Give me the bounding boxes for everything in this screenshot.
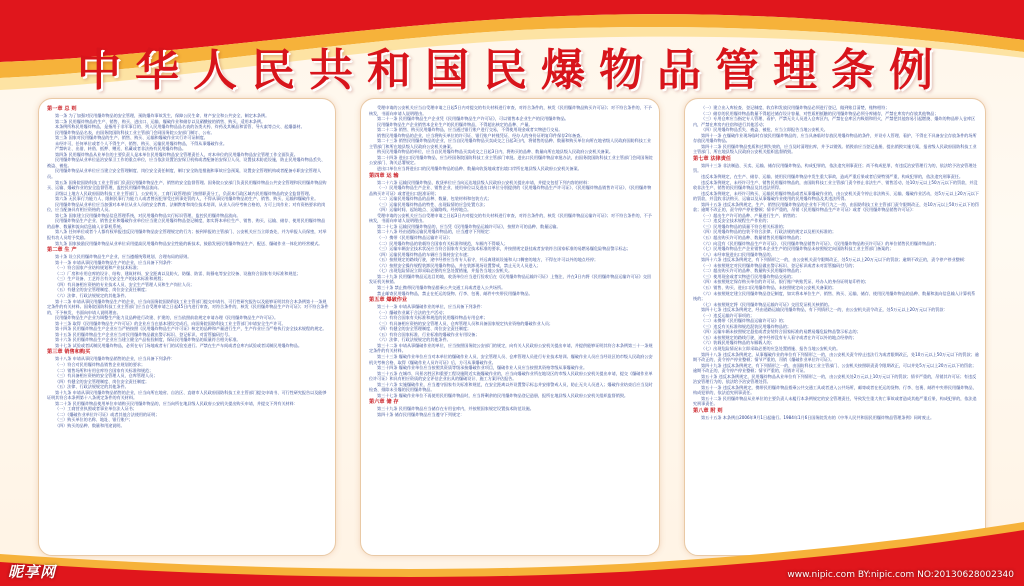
article-paragraph: 民用爆炸物品品名表，由国务院国防科技工业主管部门会同国务院公安部门制订、公布。 [55, 129, 215, 135]
article-paragraph: （一）超出生产许可的品种、产量进行生产、销售的； [701, 212, 800, 218]
article-paragraph: 第二十二条 销售、购买民用爆炸物品，应当通过银行账户进行交易，不得使用现金或者实物进行交易。 [377, 127, 563, 133]
article-paragraph: （四）民用爆炸物品的包装不符合法律、行政法规的规定以及相关标准的； [701, 229, 837, 235]
article-paragraph: （四）运输时间、起始地点、运输路线、经停地点。 [377, 207, 472, 213]
article-paragraph: （二）销售场所和专用仓库符合国家有关标准和规范； [55, 367, 154, 373]
article-paragraph: （四）运输车辆未按照规定悬挂或者安装符合国家标准的易燃易爆危险物品警示标志的； [701, 329, 861, 335]
article-paragraph: （六）未按照规定建立民用爆炸物品登记制度，如实将本单位生产、销售、购买、运输、储存、使用民用爆炸物品的品种、数量和流向信息输入计算机系统的； [693, 290, 976, 302]
chapter-heading: 第五章 爆破作业 [369, 297, 408, 304]
article-paragraph: 进出口单位应当将进出口的民用爆炸物品的品种、数量向收货地或者出境口岸所在地县级人民政府公安机关备案。 [377, 166, 582, 172]
chapter-heading: 第七章 法律责任 [693, 155, 732, 162]
article-paragraph: 第四条 民用爆炸物品从业单位的主要负责人是本单位民用爆炸物品安全管理责任人，对本单位的民用爆炸物品安全管理工作全面负责。 [55, 151, 298, 157]
article-paragraph: （六）法律、行政法规规定的其他条件。 [55, 292, 129, 298]
article-paragraph: （一）民用爆炸物品生产企业、销售企业、使用单位以及进出口单位分别提供的《民用爆炸物品生产许可证》、《民用爆炸物品销售许可证》、《民用爆炸物品购买许可证》或者进出口批准证明； [369, 185, 652, 196]
article-paragraph: 第二十四条 进出口民用爆炸物品，应当经国务院国防科技工业主管部门审批。进出口民用爆炸物品审批办法，由国务院国防科技工业主管部门会同国务院公安部门、海关总署规定。 [369, 154, 653, 166]
article-paragraph: （二）储存的民用爆炸物品数量不得超过储存设计容量，对性质相抵触的民用爆炸物品必须分库储存，严禁在库房内存放其他物品； [701, 110, 939, 116]
article-paragraph: 民用爆炸物品从业单位应当加强对本单位从业人员的安全教育、法制教育和岗位技术培训，从业人员经考核合格的，方可上岗作业；对有资格要求的岗位，应当配备具有相应资格的人员。 [47, 201, 326, 213]
article-paragraph: 第三条 国家对民用爆炸物品的生产、销售、购买、运输和爆破作业实行许可证制度。 [55, 135, 208, 141]
article-paragraph: 未经许可，任何单位或者个人不得生产、销售、购买、运输民用爆炸物品，不得从事爆破作业。 [55, 140, 227, 146]
article-paragraph: （二）厂房和专用仓库的设计、结构、建筑材料、安全距离以及防火、防爆、防雷、防静电等安全设备、设施符合国家有关标准和规范； [55, 270, 301, 276]
article-paragraph: 第二十八条 经由道路运输民用爆炸物品的，应当遵守下列规定： [377, 229, 493, 235]
article-paragraph: 第四十三条 非法制造、买卖、运输、储存民用爆炸物品，构成犯罪的，依法追究刑事责任；尚不构成犯罪，有违反治安管理行为的，依法给予治安管理处罚。 [693, 162, 977, 174]
article-paragraph: 第十二条 申请从事民用爆炸物品生产的企业，应当向国务院国防科技工业主管部门提交申请书、可行性研究报告以及能够证明其符合本条例第十一条规定条件的有关材料。国务院国防科技工业主管部门应当自受理申请之日起45日内进行审查，对符合条件的，核发《民用爆炸物品生产许可证》；对不符合条件的，不予核发，书面向申请人说明理由。 [47, 298, 329, 315]
article-paragraph: （五）有健全的安全管理制度、岗位安全责任制度； [55, 287, 150, 293]
article-paragraph: 第二十三条 销售民用爆炸物品的企业，应当自民用爆炸物品买卖成交之日起3日内，将销售的品种、数量和购买单位向所在地省级人民政府国防科技工业主管部门和所在地县级人民政府公安机关备案。 [369, 138, 652, 149]
article-paragraph: 违反本条例规定，未经许可生产、销售民用爆炸物品的，由国防科技工业主管部门责令停止非法生产、销售活动，处10万元以上50万元以下的罚款，并没收非法生产、销售的民用爆炸物品及其违法所得。 [693, 179, 978, 191]
article-paragraph: 民用爆炸物品生产企业销售本企业生产的民用爆炸物品，不得超出核定的品种、产量。 [377, 121, 533, 127]
chapter-heading: 第四章 运 输 [369, 172, 399, 179]
article-paragraph: 第五十五条 本条例自2006年9月1日起施行。1984年1月6日国务院发布的《中华人民共和国民用爆炸物品管理条例》同时废止。 [701, 414, 935, 420]
article-paragraph: （二）违反安全技术规程生产作业的； [701, 218, 771, 224]
article-paragraph: （三）生产设备、工艺符合有关安全生产的技术标准和规程； [55, 276, 166, 282]
article-paragraph: 第三十五条 在城市、风景名胜区和重要工程设施附近实施爆破作业的，应当向爆破作业所在地设区的市级人民政府公安机关提出申请，提交《爆破作业单位许可证》和具有相应资质的安全评估企业出具的爆破设计、施工方案评估报告。 [369, 370, 653, 382]
article-paragraph: （七）未按照规定将《民用爆炸物品运输许可证》交回发证机关核销的。 [701, 301, 832, 307]
article-paragraph: （三）运输车辆安全技术状况应当符合国家有关安全技术标准的要求，并按照规定悬挂或者安装符合国家标准的易燃易爆危险物品警示标志； [377, 246, 631, 252]
article-paragraph: 第五十二条 民用爆炸物品从业单位的主要负责人未履行本条例规定的安全管理责任，导致发生重大伤亡事故或者造成其他严重后果，构成犯罪的，依法追究刑事责任。 [693, 395, 977, 407]
article-paragraph: 第二十条 民用爆炸物品使用单位申请购买民用爆炸物品的，应当向所在地县级人民政府公安机关提出购买申请，并提交下列有关材料： [55, 400, 298, 406]
article-paragraph: 第六条 无民事行为能力人、限制民事行为能力人或者曾因犯罪受过刑事处罚的人，不得从事民用爆炸物品的生产、销售、购买、运输和爆破作业。 [55, 196, 319, 202]
article-paragraph: （四）有健全的安全管理制度、岗位安全责任制度； [377, 326, 472, 332]
article-paragraph: （二）未携带《民用爆炸物品运输许可证》的； [701, 318, 787, 324]
article-paragraph: （一）符合国家产业结构规划和产业技术标准； [55, 265, 141, 271]
article-paragraph: 第三十六条 实施爆破作业，应当遵守国家有关标准和规范，在安全距离以外设置警示标志并安排警戒人员，防止无关人员进入；爆破作业结束后应当及时检查、排除未引爆的民用爆炸物品。 [369, 381, 653, 393]
article-paragraph: 第四十七条 违反本条例规定，经由道路运输民用爆炸物品，有下列情形之一的，由公安机关责令改正，处5万元以上20万元以下的罚款： [701, 307, 948, 313]
article-paragraph: 第五十一条 违反本条例规定，携带民用爆炸物品搭乘公共交通工具或者进入公共场所，邮寄或者在托运的货物、行李、包裹、邮件中夹带民用爆炸物品，构成犯罪的，依法追究刑事责任。 [693, 384, 977, 396]
article-paragraph: 第二条 民用爆炸物品的生产、销售、购买、进出口、运输、爆破作业和储存以及硝酸铵的销售、购买，适用本条例。 [55, 118, 266, 124]
article-paragraph: 民用爆炸物品从业单位是治安保卫工作的重点单位，应当依法设置治安保卫机构或者配备治安保卫人员，设置技术防范设施，防止民用爆炸物品丢失、被盗、被抢。 [47, 157, 326, 168]
article-paragraph: 受理申请的公安机关应当自受理申请之日起3日内对提交的有关材料进行审查，对符合条件的，核发《民用爆炸物品运输许可证》；对不符合条件的，不予核发，书面向申请人说明理由。 [369, 212, 652, 224]
watermark-text: 昵享网 [8, 563, 57, 581]
article-paragraph: 第三十七条 爆破作业单位不再使用民用爆炸物品时，应当将剩余的民用爆炸物品登记造册，报所在地县级人民政府公安机关组织监督销毁。 [377, 392, 629, 398]
chapter-heading: 第八章 附 则 [693, 407, 723, 414]
article-paragraph: （二）有符合国家有关标准和规范的民用爆炸物品专用仓库； [377, 315, 488, 321]
article-paragraph: （四）有具备相应资格的专业技术人员、安全生产管理人员和生产岗位人员； [55, 281, 195, 287]
article-paragraph: （一）符合对民用爆炸物品销售企业规划的要求； [55, 361, 146, 367]
article-paragraph: 严禁转让、出借、转借、抵押、赠送、私藏或者非法持有民用爆炸物品。 [55, 146, 186, 152]
article-paragraph: 民用爆炸物品从业单位应当建立安全管理制度、岗位安全责任制度，制订安全防范措施和事故应急预案，设置安全管理机构或者配备专职安全管理人员。 [47, 168, 322, 180]
article-paragraph: （二）民用爆炸物品的装载符合国家有关标准和规范，车厢内不得载人； [377, 240, 508, 246]
article-paragraph: （七）民用爆炸物品生产企业销售本企业生产的民用爆炸物品未按照规定向国防科技工业主管部门备案的； [701, 246, 894, 252]
article-paragraph: （七）出现危险情况未立即采取必要的应急处置措施、报告当地公安机关的。 [701, 345, 841, 351]
article-paragraph: （五）有符合国家标准、行业标准的爆破作业专用设备； [377, 331, 480, 337]
article-paragraph: 第三十条 禁止携带民用爆炸物品搭乘公共交通工具或者进入公共场所。 [377, 284, 506, 290]
article-paragraph: 第九条 国家鼓励民用爆炸物品从业单位采用提高民用爆炸物品安全性能的新技术，鼓励发展民用爆炸物品生产、配送、爆破作业一体化的经营模式。 [55, 240, 323, 246]
article-paragraph: 第三十三条 爆破作业单位应当对本单位的爆破作业人员、安全管理人员、仓库管理人员进行专业技术培训。爆破作业人员应当经设区的市级人民政府公安机关考核合格，取得《爆破作业人员许可证》后，方可从事爆破作业。 [369, 353, 653, 365]
article-paragraph: 本条例所称民用爆炸物品，是指用于非军事目的、列入民用爆炸物品品名表的各类火药、炸药及其制品和雷管、导火索等点火、起爆器材。 [55, 124, 305, 130]
article-paragraph: 第二十九条 民用爆炸物品运达目的地，收货单位应当进行验收后在《民用爆炸物品运输许可证》上签注，并在3日内将《民用爆炸物品运输许可证》交回发证机关核销。 [369, 273, 652, 285]
article-paragraph: 第四十条 储存民用爆炸物品应当遵守下列规定： [377, 411, 465, 417]
article-paragraph: （二）《爆破作业单位许可证》或者其他合法使用的证明； [55, 411, 160, 417]
article-paragraph: （五）超出购买许可的品种、数量销售民用爆炸物品的； [701, 235, 804, 241]
article-paragraph: （四）购买的品种、数量和用途说明。 [55, 422, 125, 428]
article-paragraph: （四）运输民用爆炸物品的车辆应当保持安全车速； [377, 251, 472, 257]
article-paragraph: 第四十九条 违反本条例规定，有下列情形之一的，由国防科技工业主管部门、公安机关按照职责责令限期改正，可以并处5万元以上20万元以下的罚款；逾期不改正的，责令停产停业整顿；情节严重的，吊销许可证。 [693, 362, 977, 374]
article-paragraph: （一）工商营业执照或者事业单位法人证书； [55, 406, 137, 412]
article-paragraph: 第十九条 申请从事民用爆炸物品销售的企业，应当向所在地省、自治区、直辖市人民政府国防科技工业主管部门提交申请书、可行性研究报告以及能够证明其符合本条例第十八条规定条件的有关材料。 [47, 389, 327, 401]
article-paragraph: 第十五条 民用爆炸物品生产企业应当对民用爆炸物品做出警示标识、登记标识，对雷管编码打号。 [55, 331, 233, 337]
article-paragraph: 第七条 国家建立民用爆炸物品信息管理系统，对民用爆炸物品实行标识管理，监控民用爆炸物品流向。 [55, 212, 241, 218]
article-paragraph: （三）有具备相应资格的安全管理人员、仓库管理人员； [55, 373, 158, 379]
article-paragraph: 第三十四条 爆破作业单位应当按照其资质等级承接爆破作业项目，爆破作业人员应当按照其资格等级从事爆破作业。 [377, 365, 588, 371]
article-paragraph: 第三十九条 民用爆炸物品应当储存在专用仓库内，并按照国家规定设置技术防范设施。 [377, 406, 534, 412]
article-paragraph: 第四十六条 违反本条例规定，有下列情形之一的，由公安机关责令限期改正，处5万元以上20万元以下的罚款；逾期不改正的，责令停产停业整顿： [701, 257, 969, 263]
article-paragraph: 第二十一条 民用爆炸物品生产企业凭《民用爆炸物品生产许可证》，可以销售本企业生产的民用爆炸物品。 [377, 116, 569, 122]
article-paragraph: 第三十二条 申请从事爆破作业的单位，应当按照国务院公安部门的规定，向有关人民政府公安机关提出申请，并提供能够证明其符合本条例第三十一条规定条件的有关材料。 [369, 342, 653, 354]
article-paragraph: 第四十五条 违反本条例规定，生产、销售民用爆炸物品的企业有下列行为之一的，由国防科技工业主管部门责令限期改正，处10万元以上50万元以下的罚款；逾期不改正的，责令停产停业整顿；情节严重的，吊销《民用爆炸物品生产许可证》或者《民用爆炸物品销售许可证》： [693, 201, 979, 213]
article-paragraph: 民用爆炸物品生产企业为调整生产能力及品种进行改建、扩建的，应当依照前款规定申请办理《民用爆炸物品生产许可证》。 [55, 315, 279, 321]
chapter-heading: 第一章 总 则 [47, 106, 77, 112]
article-paragraph: （二）运输民用爆炸物品的品种、数量、包装材料和包装方式； [377, 196, 492, 202]
article-paragraph: （七）出现危险情况立即采取必要的应急处置措施，并报告当地公安机关。 [377, 268, 513, 274]
article-paragraph: （四）未按照规定保存购买单位的许可证、银行账户转账凭证、经办人的身份证明复印件的； [701, 279, 869, 285]
regulation-column-2 [360, 98, 660, 556]
regulation-column-3 [684, 98, 986, 556]
article-paragraph: （四）民用爆炸物品丢失、被盗、被抢，应当立即报告当地公安机关。 [701, 127, 828, 133]
article-paragraph: 第五十条 违反本条例规定，民用爆炸物品从业单位有下列情形之一的，由公安机关处2万元以上10万元以下的罚款；情节严重的，吊销其许可证；有违反治安管理行为的，依法给予治安管理处罚。 [693, 373, 977, 385]
article-paragraph: （一）违反运输许可事项的； [701, 312, 755, 318]
article-paragraph: （二）超出购买许可的品种、数量购买民用爆炸物品的； [701, 268, 804, 274]
article-paragraph: （三）使用现金或者实物进行民用爆炸物品交易的； [701, 273, 796, 279]
article-paragraph: （五）法律、行政法规规定的其他条件。 [55, 384, 129, 390]
article-paragraph: 第十八条 申请从事民用爆炸物品销售的企业，应当具备下列条件： [55, 356, 176, 362]
article-paragraph: （三）民用爆炸物品的质量不符合相关标准的； [701, 223, 787, 229]
article-paragraph: （五）未按照规定的路线行驶，途中经停没有专人看守或者在许可以外的地点经停的； [701, 334, 857, 340]
article-paragraph: （一）携带《民用爆炸物品运输许可证》； [377, 235, 453, 241]
article-paragraph: 购买民用爆炸物品的单位，应当自民用爆炸物品买卖成交之日起3日内，将购买的品种、数量向所在地县级人民政府公安机关备案。 [377, 149, 613, 155]
chapter-heading: 第六章 储 存 [369, 399, 399, 406]
article-paragraph: 第二十六条 运输民用爆炸物品，收货单位应当向运达地县级人民政府公安机关提出申请，并提交包括下列内容的材料： [377, 179, 592, 185]
article-paragraph: （三）违反有关标准和规范混装民用爆炸物品的； [701, 323, 792, 329]
article-paragraph: 第十六条 民用爆炸物品生产企业应当建立健全产品检验制度，保证民用爆炸物品的质量符合相关标准。 [55, 337, 241, 343]
article-paragraph: 第三十一条 申请从事爆破作业的单位，应当具备下列条件： [377, 304, 485, 310]
page-title: 中华人民共和国民爆物品管理条例 [77, 45, 947, 96]
article-paragraph: 第四十一条 在爆破作业现场临时存放民用爆炸物品的，应当具备临时存放民用爆炸物品的条件，并设专人管理、看护，不得在不具备安全存放条件的场所存放民用爆炸物品。 [693, 132, 977, 144]
article-paragraph: 第十四条 民用爆炸物品生产企业应当严格按照《民用爆炸物品生产许可证》核定的品种和产量进行生产，生产作业应当严格执行安全技术规程的规定。 [55, 326, 327, 332]
article-paragraph: （三）运输民用爆炸物品的特性、出现险情的应急处置方法； [377, 201, 488, 207]
article-paragraph: 违反本条例规定，在生产、储存、运输、使用民用爆炸物品中发生重大事故，造成严重后果或者后果特别严重，构成犯罪的，依法追究刑事责任。 [701, 174, 963, 180]
article-paragraph: 第四十八条 违反本条例规定，从事爆破作业的单位有下列情形之一的，由公安机关责令停止违法行为或者限期改正，处10万元以上50万元以下的罚款；逾期不改正的，责令停产停业整顿；情节严重的，吊销《爆破作业单位许可证》。 [693, 351, 979, 363]
article-paragraph: 第二十七条 运输民用爆炸物品的，应当凭《民用爆炸物品运输许可证》，按照许可的品种、数量运输。 [377, 223, 561, 229]
article-paragraph: （一）未按照规定对民用爆炸物品做出警示标识、登记标识或者未对雷管编码打号的； [701, 262, 857, 268]
regulation-column-1 [38, 98, 336, 556]
article-paragraph: 第十一条 申请从事民用爆炸物品生产的企业，应当具备下列条件： [55, 259, 176, 265]
article-paragraph: （五）按照规定的路线行驶，途中经停应当有专人看守，并远离建筑设施和人口稠密的地方，不得在许可以外的地点经停； [377, 257, 599, 263]
article-paragraph: 第八条 任何单位或者个人都有权举报违反民用爆炸物品安全管理规定的行为；接到举报的主管部门、公安机关应当立即查处，并为举报人员保密，对举报有功人员给予奖励。 [47, 229, 327, 241]
chapter-heading: 第三章 销售和购买 [47, 349, 91, 356]
article-paragraph: 第四十二条 民用爆炸物品变质和过期失效的，应当及时清理出库，并予以销毁。销毁前应当登记造册，提出销毁实施方案，报省级人民政府国防科技工业主管部门、所在地县级人民政府公安机关组织监督销毁。 [693, 143, 977, 155]
article-paragraph: 第五条 国务院国防科技工业主管部门负责民用爆炸物品生产、销售的安全监督管理。国务院公安部门负责民用爆炸物品公共安全管理和民用爆炸物品购买、运输、爆破作业的安全监督管理，监控民用爆炸物品流向。 [47, 179, 327, 191]
article-paragraph: （一）爆破作业属于合法的生产活动； [377, 309, 447, 315]
article-paragraph: （一）建立出入库检查、登记制度，收存和发放民用爆炸物品必须进行登记，做到账目清楚，账物相符； [701, 105, 890, 110]
article-paragraph: 第十七条 试验或者试制民用爆炸物品，必须在专门场地或者专门的试验室进行。严禁在生产车间或者仓库内试验或者试制民用爆炸物品。 [55, 342, 302, 348]
article-paragraph: 第十三条 取得《民用爆炸物品生产许可证》的企业应当在基本建设完成后，向国务院国防科技工业主管部门申请安全生产许可。 [55, 320, 286, 326]
article-paragraph: 民用爆炸物品生产企业、销售企业和爆破作业单位应当建立民用爆炸物品登记制度，如实将本单位生产、销售、购买、运输、储存、使用民用爆炸物品的品种、数量和流向信息输入计算机系统。 [47, 218, 326, 229]
article-paragraph: （四）有健全的安全管理制度、岗位安全责任制度； [55, 378, 150, 384]
article-paragraph: （八）未经审批进出口民用爆炸物品的。 [701, 251, 775, 257]
article-paragraph: （五）销售、购买、进出口民用爆炸物品，未按照规定向公安机关备案的； [701, 284, 837, 290]
article-paragraph: 违反本条例规定，未经许可购买、运输民用爆炸物品或者从事爆破作业的，由公安机关责令停止非法购买、运输、爆破作业活动，处5万元以上20万元以下的罚款，并没收非法购买、运输以及从事爆破作业使用的民用爆炸物品及其违法所得。 [693, 190, 979, 202]
article-paragraph: （六）法律、行政法规规定的其他条件。 [377, 337, 451, 343]
article-paragraph: （三）专用仓库应当指定专人管理、看护，严禁无关人员进入仓库区内，严禁在仓库区内吸烟和用火，严禁把其他容易引起燃烧、爆炸的物品带入仓库区内，严禁在库房内住宿和进行其他活动； [693, 116, 976, 127]
article-paragraph: （六）按照安全操作规程装卸民用爆炸物品，并在装卸现场设置警戒，禁止无关人员进入； [377, 262, 541, 268]
watermark-id: www.nipic.com BY:nipic.com NO:20130628002340 [787, 570, 1014, 580]
article-paragraph: 受理申请的公安机关应当自受理申请之日起5日内对提交的有关材料进行审查，对符合条件的，核发《民用爆炸物品购买许可证》；对不符合条件的，不予核发，书面向申请人说明理由。 [369, 105, 652, 116]
article-paragraph: 销售民用爆炸物品的企业，应当将购买单位的许可证、银行账户转账凭证、经办人的身份证明复印件保存2年备查。 [377, 132, 585, 138]
article-paragraph: （六）向没有《民用爆炸物品生产许可证》、《民用爆炸物品销售许可证》、《民用爆炸物品购买许可证》的单位销售民用爆炸物品的； [701, 240, 939, 246]
article-paragraph: 第十条 设立民用爆炸物品生产企业，应当遵循统筹规划、合理布局的原则。 [55, 254, 192, 260]
article-paragraph: 禁止邮寄民用爆炸物品，禁止在托运的货物、行李、包裹、邮件中夹带民用爆炸物品。 [377, 290, 533, 296]
article-paragraph: （三）有具备相应资格的安全管理人员、仓库管理人员和具备国家规定执业资格的爆破作业人员； [377, 320, 554, 326]
article-paragraph: 县级以上地方人民政府国防科技工业主管部门、公安机关、工商行政管理部门按照职责分工，负责本行政区域内民用爆炸物品的安全监督管理。 [55, 190, 313, 196]
article-paragraph: （六）装载民用爆炸物品的车厢载人的； [701, 340, 775, 346]
article-paragraph: 第一条 为了加强对民用爆炸物品的安全管理，预防爆炸事故发生，保障公民生命、财产安全和公共安全，制定本条例。 [55, 113, 270, 118]
article-paragraph: （三）购买单位的名称、地址、银行账户； [55, 417, 133, 423]
chapter-heading: 第二章 生 产 [47, 247, 77, 254]
